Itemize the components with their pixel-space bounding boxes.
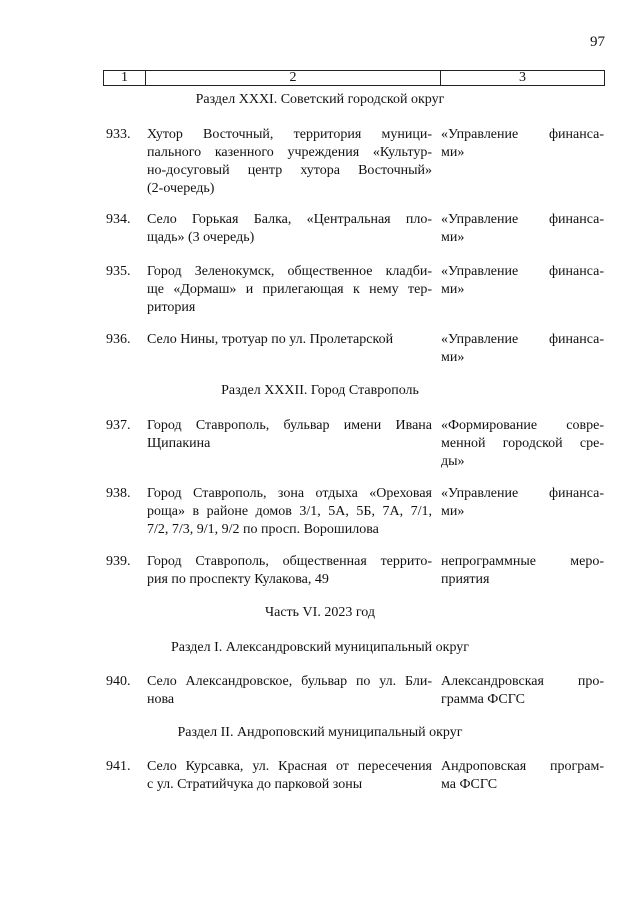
row-number: 934. <box>106 212 131 227</box>
object-name <box>147 758 432 794</box>
column-header-3: 3 <box>519 70 526 85</box>
program-line: непрограммные меро- <box>441 554 604 569</box>
row-number: 933. <box>106 127 131 142</box>
program-line: менной городской сре- <box>441 436 604 451</box>
column-header-row <box>103 70 605 86</box>
object-name-line: роща» в районе домов 3/1, 5А, 5Б, 7А, 7/1, <box>147 504 432 519</box>
program-name <box>441 126 604 162</box>
row-number: 940. <box>106 674 131 689</box>
object-name-line: 7/2, 7/3, 9/1, 9/2 по просп. Ворошилова <box>147 522 379 537</box>
page-number: 97 <box>590 34 605 50</box>
object-name-line: Село Александровское, бульвар по ул. Бли- <box>147 674 432 689</box>
program-line: «Управление финанса- <box>441 486 604 501</box>
program-line: ми» <box>441 230 465 245</box>
object-name-line: с ул. Стратийчука до парковой зоны <box>147 777 363 792</box>
object-name-line: Город Зеленокумск, общественное кладби- <box>147 264 432 279</box>
section-title-2: Раздел II. Андроповский муниципальный округ <box>177 725 463 740</box>
program-line: «Управление финанса- <box>441 332 604 347</box>
column-header-2: 2 <box>146 71 441 85</box>
object-name <box>147 331 432 349</box>
object-name <box>147 211 432 247</box>
section-title-32: Раздел XXXII. Город Ставрополь <box>221 383 419 398</box>
object-name-line: рия по проспекту Кулакова, 49 <box>147 572 329 587</box>
object-name-line: (2-очередь) <box>147 181 215 196</box>
object-name-line: щадь» (3 очередь) <box>147 230 255 245</box>
object-name-line: Хутор Восточный, территория муници- <box>147 127 432 142</box>
object-name <box>147 553 432 589</box>
program-line: «Управление финанса- <box>441 127 604 142</box>
object-name-line: Город Ставрополь, бульвар имени Ивана <box>147 418 432 433</box>
row-number: 936. <box>106 332 131 347</box>
object-name <box>147 485 432 539</box>
program-line: ми» <box>441 504 465 519</box>
program-name <box>441 331 604 367</box>
object-name <box>147 417 432 453</box>
program-name <box>441 417 604 471</box>
section-title-31: Раздел XXXI. Советский городской округ <box>195 92 445 107</box>
program-line: ми» <box>441 350 465 365</box>
program-line: ми» <box>441 282 465 297</box>
object-name-line: Село Курсавка, ул. Красная от пересечения <box>147 759 432 774</box>
object-name-line: Город Ставрополь, общественная террито- <box>147 554 432 569</box>
program-line: приятия <box>441 572 490 587</box>
column-header-1: 1 <box>104 71 146 85</box>
object-name-line: Село Горькая Балка, «Центральная пло- <box>147 212 432 227</box>
program-line: Андроповская програм- <box>441 759 604 774</box>
object-name-line: Город Ставрополь, зона отдыха «Ореховая <box>147 486 432 501</box>
program-name <box>441 758 604 794</box>
row-number: 941. <box>106 759 131 774</box>
program-name <box>441 263 604 299</box>
program-line: ми» <box>441 145 465 160</box>
object-name-line: пального казенного учреждения «Культур- <box>147 145 432 160</box>
program-line: «Формирование совре- <box>441 418 604 433</box>
row-number: 935. <box>106 264 131 279</box>
object-name <box>147 126 432 198</box>
program-line: Александровская про- <box>441 674 604 689</box>
row-number: 937. <box>106 418 131 433</box>
object-name-line: но-досуговый центр хутора Восточный» <box>147 163 432 178</box>
row-number: 938. <box>106 486 131 501</box>
row-number: 939. <box>106 554 131 569</box>
program-name <box>441 211 604 247</box>
object-name <box>147 263 432 317</box>
object-name-line: Щипакина <box>147 436 211 451</box>
program-name <box>441 673 604 709</box>
object-name-line: ще «Дормаш» и прилегающая к нему тер- <box>147 282 432 297</box>
program-line: «Управление финанса- <box>441 264 604 279</box>
program-line: ма ФСГС <box>441 777 498 792</box>
program-line: ды» <box>441 454 465 469</box>
part-title-6: Часть VI. 2023 год <box>265 605 375 620</box>
object-name-line: нова <box>147 692 175 707</box>
program-name <box>441 553 604 589</box>
program-name <box>441 485 604 521</box>
object-name-line: ритория <box>147 300 196 315</box>
object-name <box>147 673 432 709</box>
program-line: грамма ФСГС <box>441 692 525 707</box>
section-title-1: Раздел I. Александровский муниципальный округ <box>170 640 470 655</box>
program-line: «Управление финанса- <box>441 212 604 227</box>
object-name-line: Село Нины, тротуар по ул. Пролетарской <box>147 332 394 347</box>
